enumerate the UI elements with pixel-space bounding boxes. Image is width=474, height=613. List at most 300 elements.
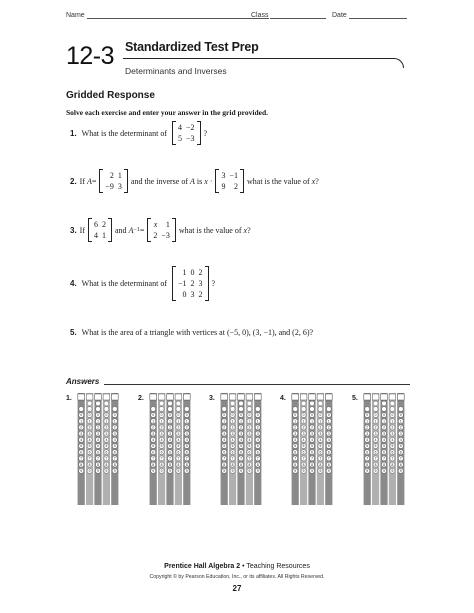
digit-label: 5 (319, 444, 322, 449)
digit-label: 7 (311, 456, 313, 461)
digit-label: 4 (177, 438, 180, 442)
digit-label: 2 (383, 425, 385, 430)
answer-grid-5[interactable] (362, 393, 407, 505)
digit-label: 9 (311, 469, 313, 473)
matrix-cell: 3 (190, 290, 195, 299)
digit-label: 3 (152, 431, 155, 436)
digit-label: 0 (302, 413, 305, 418)
digit-label: 8 (223, 462, 226, 467)
symbol-bubble (104, 407, 109, 412)
symbol-bubble (310, 407, 315, 412)
question-number: 2. (70, 176, 77, 186)
grid-label-5: 5. (352, 395, 358, 402)
symbol-bubble (96, 401, 101, 406)
digit-label: 1 (113, 419, 116, 424)
digit-label: 4 (113, 438, 116, 442)
symbol-bubble (390, 401, 395, 406)
symbol-bubble (87, 401, 92, 406)
digit-label: 5 (391, 444, 394, 449)
digit-label: 0 (113, 413, 116, 418)
digit-label: 3 (327, 431, 330, 436)
digit-label: 1 (256, 419, 259, 424)
equals: = (91, 176, 97, 186)
matrix-cell: 4 (94, 231, 98, 240)
question-text: is (196, 176, 203, 186)
question-text: What is the determinant of (81, 279, 167, 288)
symbol-bubble (390, 407, 395, 412)
symbol-bubble (168, 401, 173, 406)
digit-label: 3 (319, 431, 322, 436)
symbol-bubble (293, 407, 298, 412)
digit-label: 1 (177, 419, 180, 424)
digit-label: 8 (391, 462, 394, 467)
digit-label: 0 (152, 413, 155, 418)
digit-label: 6 (374, 450, 377, 455)
symbol-bubble (151, 407, 156, 412)
matrix-cell: 2 (153, 231, 158, 240)
question-4 (70, 266, 215, 301)
digit-label: 5 (152, 444, 155, 449)
symbol-bubble (382, 407, 387, 412)
question-3 (70, 218, 251, 242)
matrix-cell: 2 (198, 290, 203, 299)
symbol-bubble (301, 407, 306, 412)
digit-label: 6 (311, 450, 313, 455)
digit-label: 5 (223, 444, 226, 449)
matrix-cell: −1 (177, 279, 187, 288)
digit-label: 5 (399, 444, 402, 449)
symbol-bubble (79, 407, 84, 412)
symbol-bubble (326, 407, 331, 412)
digit-label: 5 (383, 444, 385, 449)
digit-label: 3 (105, 431, 108, 436)
digit-label: 1 (169, 419, 171, 424)
digit-label: 3 (399, 431, 402, 436)
answer-grid-4[interactable] (290, 393, 335, 505)
equals: = (139, 225, 145, 235)
entry-box (175, 394, 182, 400)
digit-label: 2 (113, 425, 116, 430)
digit-label: 1 (231, 419, 234, 424)
symbol-bubble (382, 401, 387, 406)
entry-box (184, 394, 191, 400)
digit-label: 5 (113, 444, 116, 449)
digit-label: 8 (105, 462, 108, 467)
question-mark: ? (247, 225, 251, 235)
digit-label: 7 (113, 456, 116, 461)
symbol-bubble (112, 407, 117, 412)
digit-label: 4 (256, 438, 259, 442)
digit-label: 6 (399, 450, 402, 455)
matrix-cell: 2 (234, 182, 238, 191)
instructions: Solve each exercise and enter your answer in the grid provided. (66, 108, 269, 117)
question-text: and (115, 225, 127, 235)
digit-label: 6 (80, 450, 83, 455)
digit-label: 3 (256, 431, 259, 436)
digit-label: 4 (391, 438, 394, 442)
matrix-cell: 1 (182, 268, 187, 277)
digit-label: 4 (383, 438, 385, 442)
matrix-cell: 2 (190, 279, 195, 288)
digit-label: 9 (152, 469, 155, 473)
digit-label: 0 (240, 413, 242, 418)
digit-label: 1 (240, 419, 242, 424)
digit-label: 7 (105, 456, 108, 461)
digit-label: 8 (311, 462, 313, 467)
digit-label: 1 (160, 419, 163, 424)
digit-label: 7 (240, 456, 242, 461)
symbol-bubble (318, 407, 323, 412)
digit-label: 8 (160, 462, 163, 467)
question-number: 5. (70, 328, 77, 337)
date-label: Date (332, 12, 347, 19)
digit-label: 5 (327, 444, 330, 449)
digit-label: 3 (177, 431, 180, 436)
symbol-bubble (301, 401, 306, 406)
bullet: • (242, 563, 245, 570)
digit-label: 4 (169, 438, 171, 442)
digit-label: 6 (248, 450, 251, 455)
digit-label: 3 (294, 431, 297, 436)
digit-label: 0 (327, 413, 330, 418)
symbol-bubble (310, 401, 315, 406)
digit-label: 5 (105, 444, 108, 449)
digit-label: 7 (319, 456, 322, 461)
class-label: Class (251, 12, 269, 19)
digit-label: 6 (302, 450, 305, 455)
digit-label: 4 (399, 438, 402, 442)
symbol-bubble (222, 407, 227, 412)
digit-label: 5 (374, 444, 377, 449)
digit-label: 0 (319, 413, 322, 418)
digit-label: 4 (294, 438, 297, 442)
digit-label: 0 (294, 413, 297, 418)
matrix-cell: 3 (117, 182, 122, 191)
digit-label: 7 (177, 456, 180, 461)
grid-label-1: 1. (66, 395, 72, 402)
digit-label: 1 (311, 419, 313, 424)
name-label: Name (66, 12, 85, 19)
digit-label: 5 (294, 444, 297, 449)
entry-box (229, 394, 236, 400)
symbol-bubble (159, 407, 164, 412)
matrix-cell: x (153, 220, 158, 229)
digit-label: 8 (383, 462, 385, 467)
digit-label: 9 (327, 469, 330, 473)
digit-label: 3 (160, 431, 163, 436)
page-number: 27 (232, 584, 242, 593)
digit-label: 9 (105, 469, 108, 473)
symbol-bubble (159, 401, 164, 406)
digit-label: 6 (160, 450, 163, 455)
question-text: and the inverse of (130, 176, 189, 186)
digit-label: 7 (223, 456, 226, 461)
entry-box (309, 394, 316, 400)
digit-label: 0 (311, 413, 313, 418)
digit-label: 3 (240, 431, 242, 436)
digit-label: 9 (88, 469, 91, 473)
matrix-cell: 4 (177, 123, 182, 132)
answer-grid-1[interactable] (76, 393, 121, 505)
digit-label: 4 (231, 438, 234, 442)
symbol-bubble (365, 407, 370, 412)
digit-label: 8 (248, 462, 251, 467)
digit-label: 0 (399, 413, 402, 418)
matrix (172, 121, 201, 145)
digit-label: 3 (185, 431, 188, 436)
digit-label: 3 (80, 431, 83, 436)
digit-label: 5 (169, 444, 171, 449)
digit-label: 2 (240, 425, 242, 430)
symbol-bubble (239, 401, 244, 406)
answer-grid-3[interactable] (219, 393, 264, 505)
entry-box (158, 394, 165, 400)
question-text: If (79, 176, 85, 186)
question-text: What is the determinant of (81, 128, 167, 138)
digit-label: 1 (399, 419, 402, 424)
matrix-cell: −9 (105, 182, 114, 191)
symbol-bubble (176, 401, 181, 406)
grid-label-2: 2. (138, 395, 144, 402)
digit-label: 8 (399, 462, 402, 467)
digit-label: 2 (248, 425, 251, 430)
digit-label: 9 (366, 469, 369, 473)
digit-label: 9 (113, 469, 116, 473)
digit-label: 2 (152, 425, 155, 430)
digit-label: 3 (311, 431, 313, 436)
class-blank (270, 12, 326, 19)
digit-label: 6 (88, 450, 91, 455)
question-number: 4. (70, 279, 77, 288)
digit-label: 9 (399, 469, 402, 473)
digit-label: 2 (366, 425, 369, 430)
digit-label: 6 (391, 450, 394, 455)
symbol-bubble (247, 407, 252, 412)
digit-label: 5 (97, 444, 99, 449)
variable-x: x (311, 176, 316, 186)
digit-label: 4 (105, 438, 108, 442)
digit-label: 3 (113, 431, 116, 436)
digit-label: 9 (256, 469, 259, 473)
variable-a: A (190, 176, 195, 186)
digit-label: 6 (152, 450, 155, 455)
symbol-bubble (230, 407, 235, 412)
answer-grid-2[interactable] (148, 393, 193, 505)
digit-label: 3 (366, 431, 369, 436)
entry-box (246, 394, 253, 400)
symbol-bubble (373, 407, 378, 412)
digit-label: 2 (177, 425, 180, 430)
digit-label: 7 (80, 456, 83, 461)
matrix-cell: −3 (161, 231, 170, 240)
matrix-cell: −3 (185, 134, 195, 143)
digit-label: 9 (374, 469, 377, 473)
dot: · (209, 176, 213, 186)
question-1 (70, 121, 207, 145)
question-number: 1. (70, 128, 77, 138)
digit-label: 1 (294, 419, 297, 424)
digit-label: 4 (311, 438, 313, 442)
digit-label: 5 (80, 444, 83, 449)
symbol-bubble (87, 407, 92, 412)
digit-label: 9 (177, 469, 180, 473)
digit-label: 8 (374, 462, 377, 467)
digit-label: 0 (88, 413, 91, 418)
digit-label: 4 (319, 438, 322, 442)
entry-box (95, 394, 102, 400)
matrix-cell: 0 (190, 268, 195, 277)
symbol-bubble (230, 401, 235, 406)
digit-label: 2 (88, 425, 91, 430)
grid-label-3: 3. (209, 395, 215, 402)
digit-label: 9 (383, 469, 385, 473)
header-class (251, 12, 326, 19)
digit-label: 1 (327, 419, 330, 424)
lesson-title: Standardized Test Prep (125, 40, 259, 54)
digit-label: 9 (248, 469, 251, 473)
digit-label: 6 (256, 450, 259, 455)
digit-label: 0 (256, 413, 259, 418)
digit-label: 3 (302, 431, 305, 436)
digit-label: 6 (366, 450, 369, 455)
entry-box (167, 394, 174, 400)
digit-label: 2 (302, 425, 305, 430)
digit-label: 3 (248, 431, 251, 436)
digit-label: 0 (391, 413, 394, 418)
footer-book (0, 563, 474, 570)
entry-box (364, 394, 371, 400)
entry-box (381, 394, 388, 400)
variable-x: x (204, 176, 208, 186)
digit-label: 1 (80, 419, 83, 424)
digit-label: 2 (80, 425, 83, 430)
digit-label: 0 (248, 413, 251, 418)
digit-label: 1 (105, 419, 108, 424)
digit-label: 2 (223, 425, 226, 430)
matrix-cell: −1 (229, 171, 238, 180)
digit-label: 2 (185, 425, 188, 430)
matrix-cell: 0 (182, 290, 187, 299)
digit-label: 0 (366, 413, 369, 418)
digit-label: 4 (302, 438, 305, 442)
symbol-bubble (168, 407, 173, 412)
digit-label: 1 (383, 419, 385, 424)
digit-label: 7 (383, 456, 385, 461)
entry-box (238, 394, 245, 400)
answers-heading: Answers (66, 377, 100, 386)
digit-label: 1 (88, 419, 91, 424)
digit-label: 1 (374, 419, 377, 424)
book-title: Prentice Hall Algebra 2 (164, 563, 241, 570)
digit-label: 5 (240, 444, 242, 449)
grid-label-4: 4. (280, 395, 286, 402)
digit-label: 3 (391, 431, 394, 436)
digit-label: 5 (231, 444, 234, 449)
symbol-bubble (96, 407, 101, 412)
digit-label: 6 (294, 450, 297, 455)
digit-label: 7 (302, 456, 305, 461)
digit-label: 4 (160, 438, 163, 442)
digit-label: 2 (160, 425, 163, 430)
digit-label: 9 (391, 469, 394, 473)
digit-label: 4 (97, 438, 99, 442)
digit-label: 0 (105, 413, 108, 418)
digit-label: 9 (319, 469, 322, 473)
entry-box (86, 394, 93, 400)
digit-label: 6 (105, 450, 108, 455)
digit-label: 4 (223, 438, 226, 442)
entry-box (150, 394, 157, 400)
symbol-bubble (373, 401, 378, 406)
entry-box (221, 394, 228, 400)
digit-label: 7 (366, 456, 369, 461)
entry-box (317, 394, 324, 400)
digit-label: 0 (185, 413, 188, 418)
digit-label: 2 (374, 425, 377, 430)
section-heading: Gridded Response (66, 90, 155, 101)
matrix-cell: 1 (102, 231, 106, 240)
digit-label: 0 (97, 413, 99, 418)
digit-label: 1 (97, 419, 99, 424)
matrix-cell: 9 (221, 182, 226, 191)
date-blank (349, 12, 407, 19)
question-5 (70, 328, 315, 337)
digit-label: 3 (169, 431, 171, 436)
digit-label: 6 (185, 450, 188, 455)
digit-label: 8 (231, 462, 234, 467)
digit-label: 8 (185, 462, 188, 467)
matrix-cell: 3 (221, 171, 226, 180)
copyright: Copyright © by Pearson Education, Inc., or its affiliates. All Rights Reserved. (149, 574, 325, 580)
digit-label: 9 (294, 469, 297, 473)
matrix-cell: 6 (94, 220, 98, 229)
entry-box (255, 394, 262, 400)
question-text: What is the area of a triangle with vertices at (−5, 0), (3, −1), and (2, 6)? (81, 328, 314, 337)
question-2 (70, 169, 319, 193)
digit-label: 4 (185, 438, 188, 442)
symbol-bubble (239, 407, 244, 412)
digit-label: 0 (383, 413, 385, 418)
digit-label: 5 (248, 444, 251, 449)
entry-box (112, 394, 119, 400)
digit-label: 5 (177, 444, 180, 449)
question-mark: ? (315, 176, 319, 186)
entry-box (398, 394, 405, 400)
entry-box (78, 394, 85, 400)
digit-label: 9 (80, 469, 83, 473)
matrix-cell: 3 (198, 279, 203, 288)
digit-label: 6 (97, 450, 99, 455)
matrix-cell: 2 (198, 268, 203, 277)
digit-label: 0 (231, 413, 234, 418)
question-mark: ? (203, 128, 208, 138)
symbol-bubble (184, 407, 189, 412)
digit-label: 5 (185, 444, 188, 449)
digit-label: 0 (177, 413, 180, 418)
digit-label: 6 (231, 450, 234, 455)
digit-label: 7 (231, 456, 234, 461)
digit-label: 2 (105, 425, 108, 430)
digit-label: 1 (302, 419, 305, 424)
digit-label: 7 (88, 456, 91, 461)
lesson-number: 12-3 (66, 42, 115, 70)
matrix-inverse (215, 169, 244, 193)
digit-label: 4 (248, 438, 251, 442)
digit-label: 2 (97, 425, 99, 430)
digit-label: 8 (169, 462, 171, 467)
digit-label: 7 (374, 456, 377, 461)
digit-label: 7 (248, 456, 251, 461)
